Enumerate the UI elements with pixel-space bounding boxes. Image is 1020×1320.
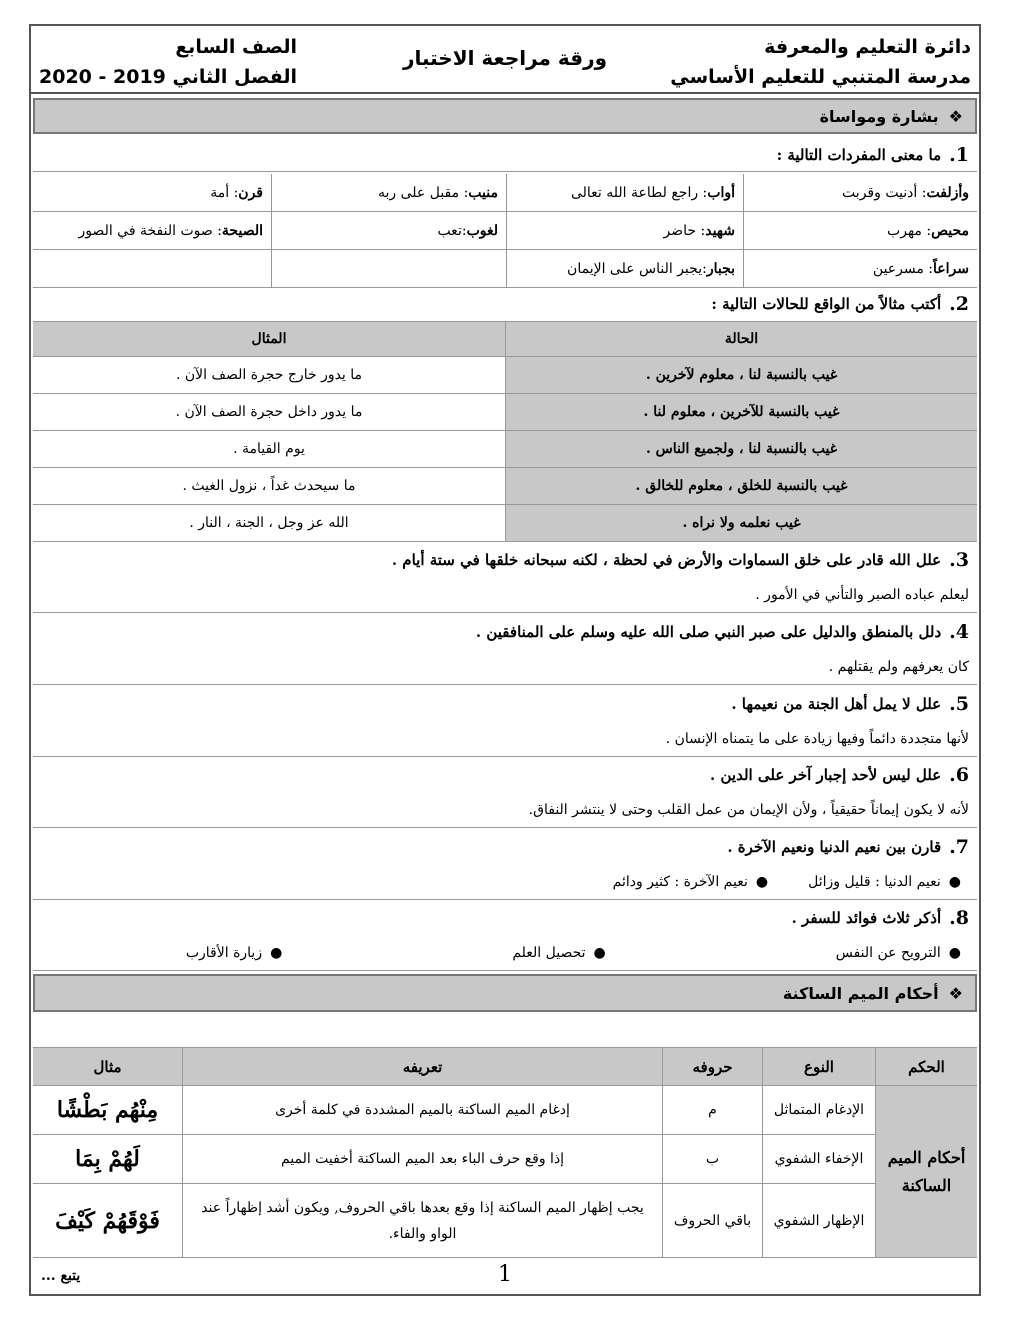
question-text: ما معنى المفردات التالية : (776, 145, 942, 164)
page-number: 1 (498, 1262, 512, 1287)
case-cell: غيب بالنسبة للخلق ، معلوم للخالق . (505, 468, 977, 504)
vocab-cell (506, 174, 743, 211)
bullet-icon: ● (948, 874, 961, 890)
question-7 (33, 829, 977, 865)
answer: كان يعرفهم ولم يقتلهم . (33, 650, 977, 685)
table-row (33, 468, 977, 505)
section-heading (33, 974, 977, 1012)
vocab-meaning: : مهرب (887, 222, 932, 239)
table-row (33, 357, 977, 394)
question-text: علل لا يمل أهل الجنة من نعيمها . (731, 695, 942, 713)
question-text: قارن بين نعيم الدنيا ونعيم الآخرة . (727, 838, 942, 856)
definition-cell: يجب إظهار الميم الساكنة إذا وقع بعدها باقي الحروف, ويكون أشد إظهاراً عند الواو والفاء. (182, 1184, 662, 1257)
answer: لأنها متجددة دائماً وفيها زيادة على ما يتمناه الإنسان . (33, 722, 977, 757)
term: الفصل الثاني 2019 - 2020 (39, 66, 298, 88)
definition-cell: إدغام الميم الساكنة بالميم المشددة في كلمة أخرى (182, 1086, 662, 1134)
question-number: 5. (949, 693, 969, 715)
table-header (33, 322, 977, 357)
table-row (33, 505, 977, 542)
bullet-icon: ● (593, 945, 606, 961)
question-number: 1. (949, 143, 969, 166)
column-header: الحكم (875, 1048, 977, 1085)
question-number: 3. (949, 549, 969, 571)
school-name: مدرسة المتنبي للتعليم الأساسي (670, 66, 971, 88)
question-text: دلل بالمنطق والدليل على صبر النبي صلى الله عليه وسلم على المنافقين . (475, 623, 942, 641)
example-cell: مِنْهُم بَطْشًا (56, 1097, 159, 1123)
vocab-cell (506, 250, 743, 287)
vocab-word: شهيد (705, 222, 735, 239)
vocab-cell (506, 212, 743, 249)
letters-cell: م (662, 1086, 762, 1134)
vocab-cell (743, 250, 977, 287)
table-row (33, 431, 977, 468)
question-1 (33, 138, 977, 172)
example-cell: ما يدور خارج حجرة الصف الآن . (175, 367, 363, 383)
vocab-cell (271, 174, 506, 211)
rule-cell: أحكام الميم الساكنة (875, 1086, 977, 1258)
diamond-bullet-icon: ❖ (948, 983, 963, 1003)
column-header: المثال (33, 322, 505, 356)
vocab-row (33, 174, 977, 212)
vocab-word: وأزلفت (926, 184, 969, 201)
column-header: تعريفه (182, 1048, 662, 1085)
bullet-text: زيارة الأقارب (185, 945, 263, 961)
question-text: علل ليس لأحد إجبار آخر على الدين . (710, 766, 942, 784)
case-cell: غيب بالنسبة للآخرين ، معلوم لنا . (505, 394, 977, 430)
vocab-meaning: : مسرعين (872, 260, 934, 277)
vocab-cell (743, 174, 977, 211)
question-number: 7. (949, 836, 969, 858)
example-cell: ما يدور داخل حجرة الصف الآن . (175, 404, 363, 420)
case-cell: غيب بالنسبة لنا ، معلوم لآخرين . (505, 357, 977, 393)
example-cell: فَوْقَهُمْ كَيْفَ (55, 1207, 160, 1234)
column-header: النوع (762, 1048, 875, 1085)
question-text: أذكر ثلاث فوائد للسفر . (791, 909, 942, 927)
type-cell: الإظهار الشفوي (762, 1184, 875, 1257)
vocab-word: أواب (707, 184, 735, 201)
vocab-word: قرن (238, 184, 263, 201)
example-cell: يوم القيامة . (233, 441, 305, 457)
question-3 (33, 542, 977, 578)
section-title: بشارة ومواساة (819, 106, 939, 126)
question-8 (33, 900, 977, 936)
column-header: مثال (93, 1057, 122, 1076)
vocab-cell (33, 212, 271, 249)
bullet-icon: ● (270, 945, 283, 961)
vocab-word: الصيحة (221, 222, 263, 239)
vocab-meaning: : أمة (210, 184, 239, 201)
vocab-cell (33, 174, 271, 211)
bullet-text: نعيم الآخرة : كثير ودائم (612, 874, 748, 890)
bullet-text: نعيم الدنيا : قليل وزائل (808, 874, 941, 890)
department-name: دائرة التعليم والمعرفة (764, 36, 971, 58)
answer (33, 936, 977, 971)
vocab-row (33, 212, 977, 250)
question-text: علل الله قادر على خلق السماوات والأرض في لحظة ، لكنه سبحانه خلقها في ستة أيام . (391, 551, 942, 569)
answer: ليعلم عباده الصبر والتأني في الأمور . (33, 578, 977, 613)
grade: الصف السابع (175, 36, 298, 58)
diamond-bullet-icon: ❖ (948, 106, 963, 126)
example-cell: لَهُمْ بِمَا (75, 1146, 140, 1172)
bullet-item (512, 945, 605, 961)
question-4 (33, 614, 977, 650)
question-6 (33, 757, 977, 793)
answer (33, 865, 977, 900)
vocab-meaning: : راجع لطاعة الله تعالى (570, 184, 708, 201)
vocab-meaning: : حاضر (663, 222, 706, 239)
question-number: 6. (949, 764, 969, 786)
table-header (33, 1048, 977, 1086)
vocab-cell (743, 212, 977, 249)
case-cell: غيب نعلمه ولا نراه . (505, 505, 977, 541)
vocab-word: محيص (931, 222, 969, 239)
bullet-item (836, 945, 961, 961)
vocab-word: منيب (468, 184, 498, 201)
question-number: 8. (949, 907, 969, 929)
column-header: الحالة (505, 322, 977, 356)
bullet-text: الترويح عن النفس (835, 945, 941, 961)
bullet-icon: ● (948, 945, 961, 961)
vocab-cell (33, 250, 271, 287)
empty-row (33, 1014, 977, 1048)
definition-cell: إذا وقع حرف الباء بعد الميم الساكنة أخفيت الميم (182, 1135, 662, 1183)
question-text: أكتب مثالاً من الواقع للحالات التالية : (711, 294, 942, 313)
question-number: 4. (949, 621, 969, 643)
continue-label: يتبع ... (41, 1268, 81, 1284)
bullet-text: تحصيل العلم (512, 945, 586, 961)
vocab-meaning: : صوت النفخة في الصور (78, 222, 222, 239)
table-row (33, 394, 977, 431)
table-row (33, 1135, 875, 1184)
vocab-meaning: :تعب (437, 222, 467, 239)
bullet-item (613, 874, 768, 890)
type-cell: الإدغام المتماثل (762, 1086, 875, 1134)
answer: لأنه لا يكون إيماناً حقيقياً ، ولأن الإيمان من عمل القلب وحتى لا ينتشر النفاق. (33, 793, 977, 828)
table-row (33, 1086, 875, 1135)
worksheet-page (29, 24, 981, 1296)
vocab-word: سراعاً (933, 260, 969, 277)
table-row (33, 1184, 875, 1258)
vocab-row (33, 250, 977, 288)
vocab-word: لغوب (466, 222, 498, 239)
bullet-item (186, 945, 282, 961)
question-2 (33, 286, 977, 322)
question-5 (33, 686, 977, 722)
vocab-meaning: : مقبل على ربه (378, 184, 469, 201)
worksheet-title: ورقة مراجعة الاختبار (402, 46, 608, 70)
vocab-word: بجبار (706, 260, 735, 277)
footer (33, 1258, 977, 1294)
type-cell: الإخفاء الشفوي (762, 1135, 875, 1183)
case-cell: غيب بالنسبة لنا ، ولجميع الناس . (505, 431, 977, 467)
header (31, 26, 979, 94)
vocab-cell (271, 212, 506, 249)
example-cell: الله عز وجل ، الجنة ، النار . (189, 515, 349, 531)
letters-cell: باقي الحروف (662, 1184, 762, 1257)
vocab-meaning: :يجبر الناس على الإيمان (567, 260, 707, 277)
section-heading (33, 98, 977, 134)
bullet-icon: ● (755, 874, 769, 890)
bullet-item (808, 874, 961, 890)
letters-cell: ب (662, 1135, 762, 1183)
section-title: أحكام الميم الساكنة (782, 983, 939, 1003)
example-cell: ما سيحدث غداً ، نزول الغيث . (182, 478, 356, 494)
vocab-meaning: : أدنيت وقربت (842, 184, 927, 201)
column-header: حروفه (662, 1048, 762, 1085)
question-number: 2. (949, 292, 969, 315)
vocab-cell (271, 250, 506, 287)
